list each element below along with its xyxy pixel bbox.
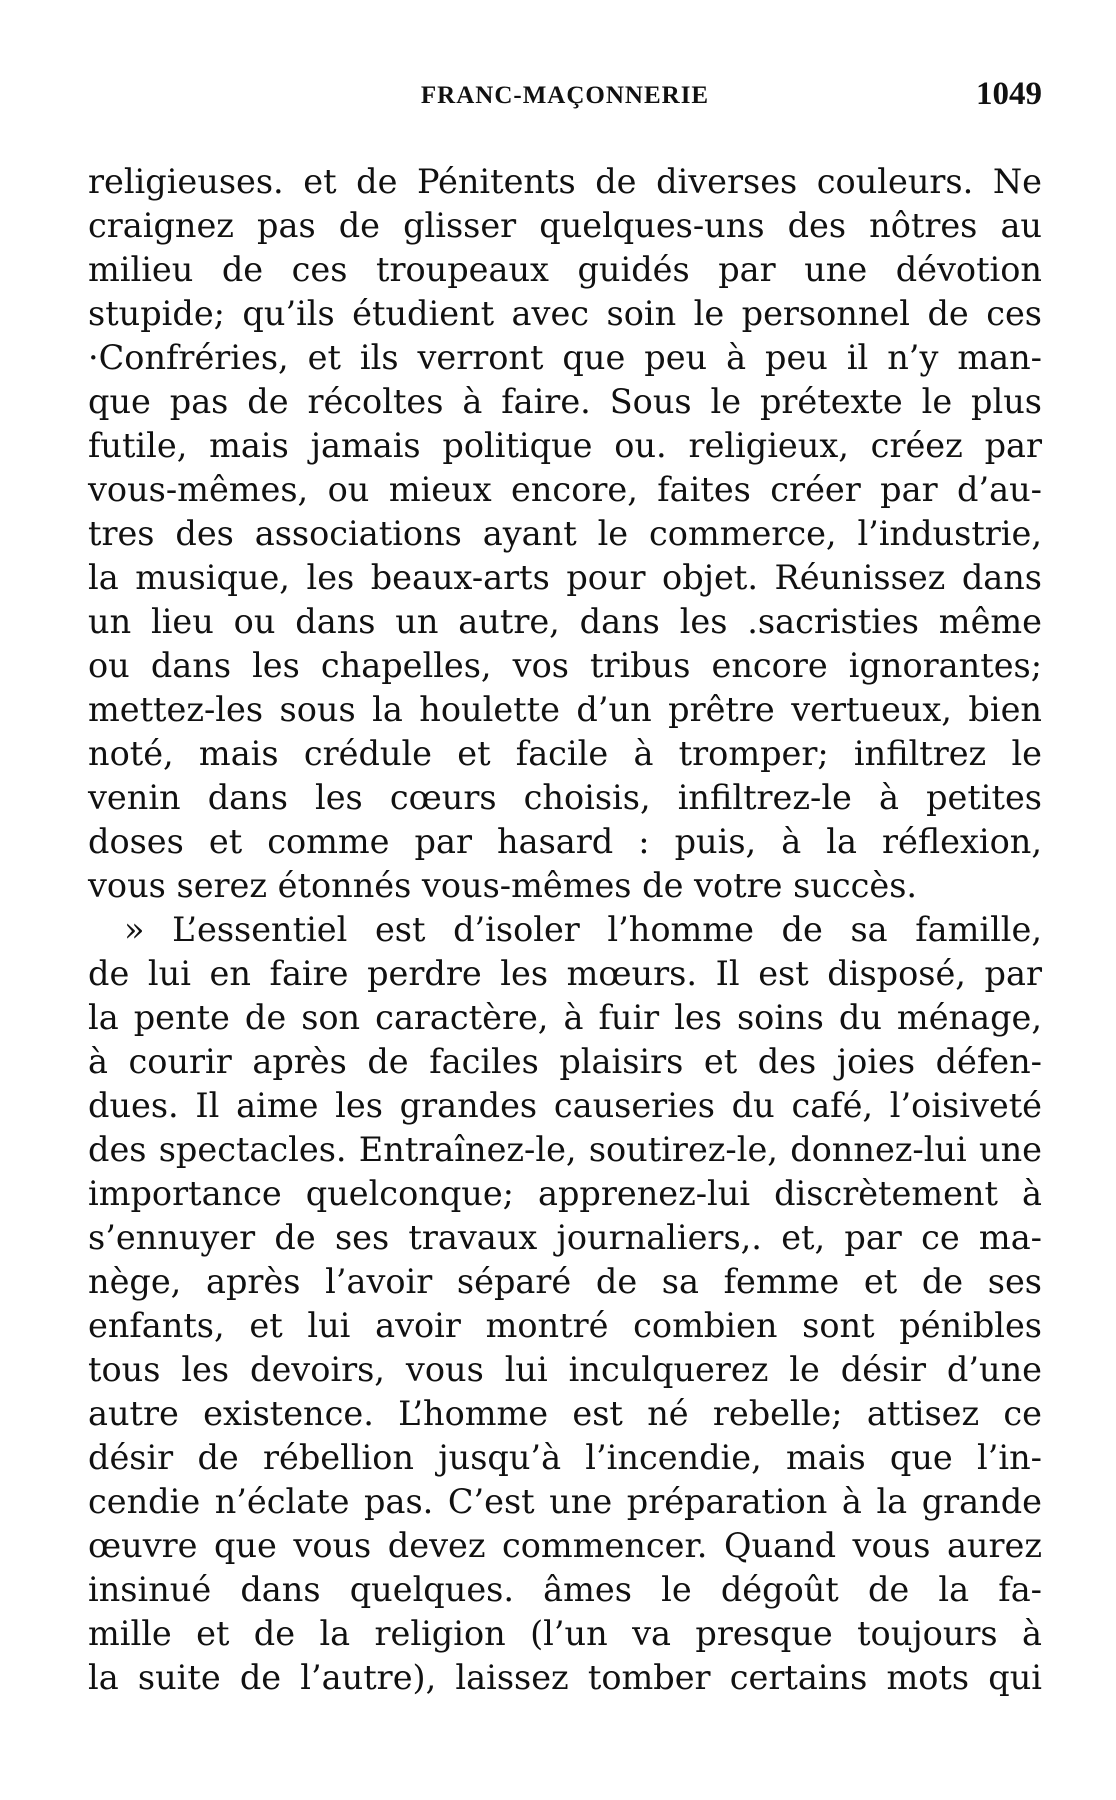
body-text (88, 160, 1042, 1700)
text-line: la suite de l’autre), laissez tomber certains mots qui (88, 1658, 1042, 1697)
text-line: tous les devoirs, vous lui inculquerez le désir d’une (88, 1350, 1042, 1389)
text-line: religieuses. et de Pénitents de diverses couleurs. Ne (88, 162, 1042, 201)
text-line: que pas de récoltes à faire. Sous le prétexte le plus (88, 382, 1042, 421)
text-line: importance quelconque; apprenez-lui discrètement à (88, 1174, 1042, 1213)
text-line: dues. Il aime les grandes causeries du café, l’oisiveté (88, 1086, 1042, 1125)
text-line: œuvre que vous devez commencer. Quand vous aurez (88, 1526, 1042, 1565)
text-line: désir de rébellion jusqu’à l’incendie, mais que l’in- (88, 1438, 1042, 1477)
text-line: la pente de son caractère, à fuir les soins du ménage, (88, 998, 1042, 1037)
text-line: stupide; qu’ils étudient avec soin le personnel de ces (88, 294, 1042, 333)
text-line: doses et comme par hasard : puis, à la réflexion, (88, 822, 1042, 861)
text-line: enfants, et lui avoir montré combien sont pénibles (88, 1306, 1042, 1345)
page-number: 1049 (976, 76, 1042, 112)
text-line: venin dans les cœurs choisis, infiltrez-le à petites (88, 778, 1042, 817)
text-line: noté, mais crédule et facile à tromper; infiltrez le (88, 734, 1042, 773)
text-line: nège, après l’avoir séparé de sa femme et de ses (88, 1262, 1042, 1301)
running-header (88, 76, 1042, 116)
text-line: mille et de la religion (l’un va presque toujours à (88, 1614, 1042, 1653)
text-line: mettez-les sous la houlette d’un prêtre vertueux, bien (88, 690, 1042, 729)
text-line: des spectacles. Entraînez-le, soutirez-le, donnez-lui une (88, 1130, 1042, 1169)
text-line: ou dans les chapelles, vos tribus encore ignorantes; (88, 646, 1042, 685)
text-line: insinué dans quelques. âmes le dégoût de la fa- (88, 1570, 1042, 1609)
text-line: craignez pas de glisser quelques-uns des nôtres au (88, 206, 1042, 245)
text-line: » L’essentiel est d’isoler l’homme de sa famille, (124, 910, 1042, 949)
text-line: cendie n’éclate pas. C’est une préparation à la grande (88, 1482, 1042, 1521)
text-line: tres des associations ayant le commerce, l’industrie, (88, 514, 1042, 553)
text-line: s’ennuyer de ses travaux journaliers,. et, par ce ma- (88, 1218, 1042, 1257)
text-line: vous-mêmes, ou mieux encore, faites créer par d’au- (88, 470, 1042, 509)
text-line: ·Confréries, et ils verront que peu à peu il n’y man- (88, 338, 1042, 377)
text-line: futile, mais jamais politique ou. religieux, créez par (88, 426, 1042, 465)
text-line: la musique, les beaux-arts pour objet. Réunissez dans (88, 558, 1042, 597)
text-line: vous serez étonnés vous-mêmes de votre succès. (88, 866, 918, 905)
text-line: milieu de ces troupeaux guidés par une dévotion (88, 250, 1042, 289)
running-title: FRANC-MAÇONNERIE (420, 82, 710, 109)
text-line: à courir après de faciles plaisirs et des joies défen- (88, 1042, 1042, 1081)
text-line: un lieu ou dans un autre, dans les .sacristies même (88, 602, 1042, 641)
text-line: de lui en faire perdre les mœurs. Il est disposé, par (88, 954, 1042, 993)
text-line: autre existence. L’homme est né rebelle; attisez ce (88, 1394, 1042, 1433)
